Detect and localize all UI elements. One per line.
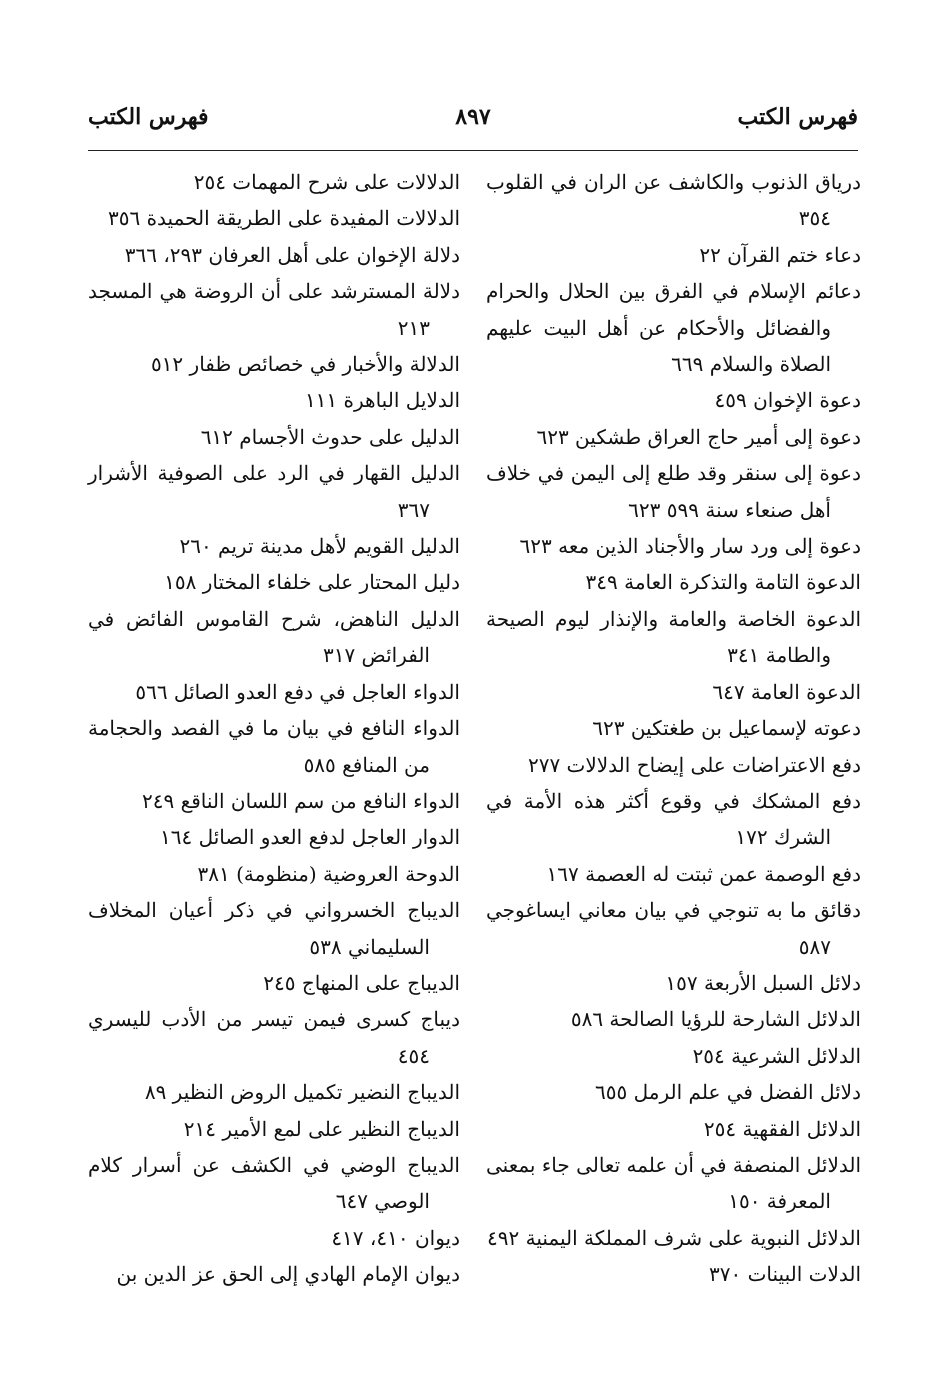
index-entry: الدلائل الفقهية ٢٥٤ xyxy=(703,1116,861,1141)
index-entry: درياق الذنوب والكاشف عن الران في القلوب ٣٥٤ xyxy=(486,170,861,231)
index-entry: الدلائل الشرعية ٢٥٤ xyxy=(692,1043,861,1068)
index-entry: دفع الاعتراضات على إيضاح الدلالات ٢٧٧ xyxy=(527,752,861,777)
index-entry: دعائم الإسلام في الفرق بين الحلال والحرام والفضائل والأحكام عن أهل البيت عليهم الصلاة والسلام ٦٦٩ xyxy=(486,279,861,377)
index-entry: الدليل القهار في الرد على الصوفية الأشرار ٣٦٧ xyxy=(88,461,460,522)
index-entry: الدعوة التامة والتذكرة العامة ٣٤٩ xyxy=(585,570,861,595)
index-entry: الدوار العاجل لدفع العدو الصائل ١٦٤ xyxy=(160,825,460,850)
index-entry: دفع الوصمة عمن ثبتت له العصمة ١٦٧ xyxy=(546,861,861,886)
index-entry: دليل المحتار على خلفاء المختار ١٥٨ xyxy=(164,570,460,595)
index-entry: الدليل على حدوث الأجسام ٦١٢ xyxy=(200,424,460,449)
index-entry: دلائل السبل الأربعة ١٥٧ xyxy=(665,970,861,995)
index-entry: دعوة الإخوان ٤٥٩ xyxy=(714,388,861,413)
index-entry: الديباج النظير على لمع الأمير ٢١٤ xyxy=(183,1116,460,1141)
index-entry: الديباج الخسرواني في ذكر أعيان المخلاف السليماني ٥٣٨ xyxy=(88,898,460,959)
index-column-left xyxy=(88,164,460,1293)
index-entry: الدواء النافع من سم اللسان الناقع ٢٤٩ xyxy=(141,788,460,813)
page-number: ٨٩٧ xyxy=(455,104,491,130)
index-entry: الديباج على المنهاج ٢٤٥ xyxy=(263,970,460,995)
index-entry: الدلات البينات ٣٧٠ xyxy=(708,1262,861,1287)
index-entry: دعوة إلى أمير حاج العراق طشكين ٦٢٣ xyxy=(536,424,861,449)
index-entry: دقائق ما به تنوجي في بيان معاني ايساغوجي ٥٨٧ xyxy=(486,898,861,959)
index-entry: الدعوة العامة ٦٤٧ xyxy=(712,679,861,704)
index-entry: الدعوة الخاصة والعامة والإنذار ليوم الصيحة والطامة ٣٤١ xyxy=(486,606,861,668)
index-entry: الدواء العاجل في دفع العدو الصائل ٥٦٦ xyxy=(135,679,460,704)
index-entry: ديباج كسرى فيمن تيسر من الأدب لليسري ٤٥٤ xyxy=(88,1007,460,1068)
running-title-right: فهرس الكتب xyxy=(737,104,858,130)
index-entry: دلائل الفضل في علم الرمل ٦٥٥ xyxy=(595,1080,861,1105)
index-entry: دعوة إلى سنقر وقد طلع إلى اليمن في خلاف أهل صنعاء سنة ٥٩٩ ٦٢٣ xyxy=(486,461,861,522)
index-entry: الدليل الناهض، شرح القاموس الفائض في الفرائض ٣١٧ xyxy=(88,606,460,668)
index-entry: ديوان ٤١٠، ٤١٧ xyxy=(331,1225,460,1250)
running-title-left: فهرس الكتب xyxy=(88,104,209,130)
index-entry: الدلائل الشارحة للرؤيا الصالحة ٥٨٦ xyxy=(570,1007,861,1032)
index-entry: دلالة الإخوان على أهل العرفان ٢٩٣، ٣٦٦ xyxy=(124,242,460,267)
index-entry: دلالة المسترشد على أن الروضة هي المسجد ٢١٣ xyxy=(88,279,460,340)
page-header xyxy=(88,100,858,140)
index-entry: دعوة إلى ورد سار والأجناد الذين معه ٦٢٣ xyxy=(519,534,861,559)
index-entry: الدلالات المفيدة على الطريقة الحميدة ٣٥٦ xyxy=(107,206,460,231)
index-entry: دعوته لإسماعيل بن طغتكين ٦٢٣ xyxy=(592,716,861,741)
header-divider xyxy=(88,150,858,151)
index-entry: الدلائل المنصفة في أن علمه تعالى جاء بمعنى المعرفة ١٥٠ xyxy=(486,1152,861,1214)
index-entry: الدلالة والأخبار في خصائص ظفار ٥١٢ xyxy=(150,352,460,377)
index-entry: دفع المشكك في وقوع أكثر هذه الأمة في الشرك ١٧٢ xyxy=(486,788,861,850)
index-entry: الدلايل الباهرة ١١١ xyxy=(304,388,460,413)
index-entry: الدوحة العروضية (منظومة) ٣٨١ xyxy=(197,861,460,886)
index-entry: الدلالات على شرح المهمات ٢٥٤ xyxy=(193,170,460,194)
index-entry: الديباج الوضي في الكشف عن أسرار كلام الوصي ٦٤٧ xyxy=(88,1152,460,1214)
index-entry: دعاء ختم القرآن ٢٢ xyxy=(699,242,861,267)
index-entry: الدواء النافع في بيان ما في الفصد والحجامة من المنافع ٥٨٥ xyxy=(88,716,460,777)
index-entry: ديوان الإمام الهادي إلى الحق عز الدين بن xyxy=(116,1262,460,1287)
index-column-right xyxy=(486,164,861,1293)
index-entry: الدلائل النبوية على شرف المملكة اليمنية ٤٩٢ xyxy=(487,1225,861,1250)
index-entry: الديباج النضير تكميل الروض النظير ٨٩ xyxy=(144,1080,460,1105)
index-entry: الدليل القويم لأهل مدينة تريم ٢٦٠ xyxy=(179,534,460,559)
